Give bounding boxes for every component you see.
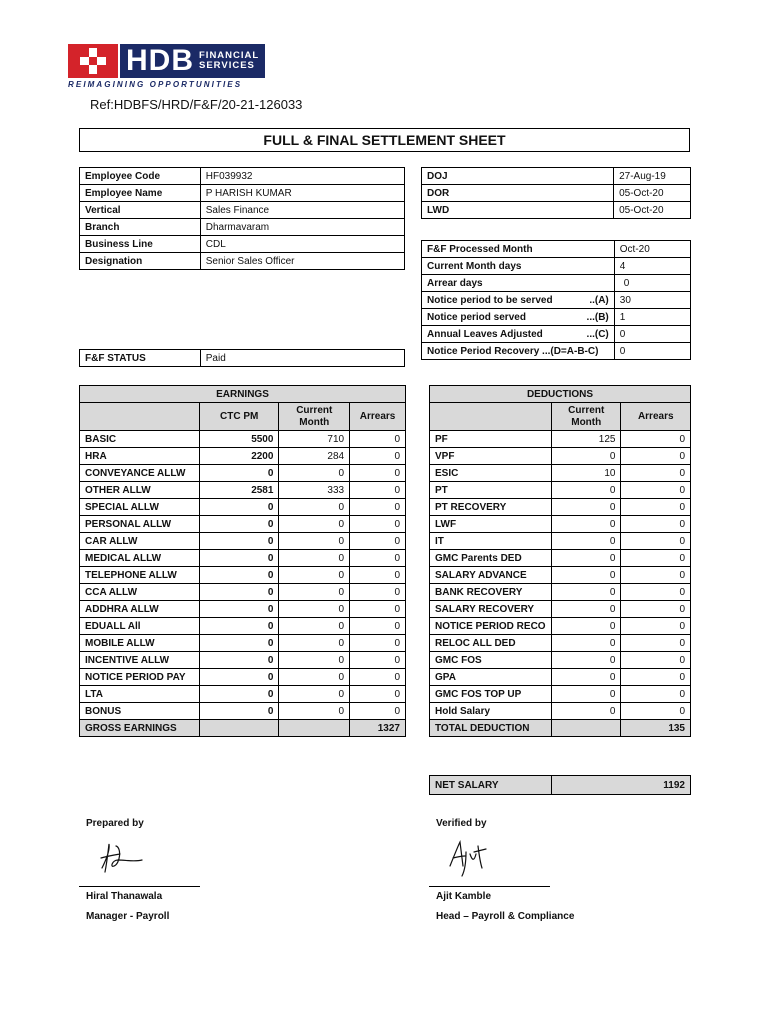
earnings-arrears: 0 [350, 635, 406, 652]
signature-hiral-icon [96, 838, 148, 878]
earnings-component: CAR ALLW [80, 533, 200, 550]
date-row [422, 168, 691, 185]
earnings-component: EDUALL All [80, 618, 200, 635]
earnings-component: CONVEYANCE ALLW [80, 465, 200, 482]
hdb-logo [68, 44, 273, 94]
ff-detail-value: 30 [614, 292, 690, 309]
earnings-ctc: 0 [199, 686, 279, 703]
ff-status-label: F&F STATUS [80, 350, 201, 367]
ff-detail-row [422, 326, 691, 343]
employee-detail-row [80, 185, 405, 202]
deduction-arrears: 0 [621, 686, 691, 703]
prepared-by-name: Hiral Thanawala [86, 891, 163, 902]
deductions-table [429, 385, 691, 737]
deductions-row [430, 618, 691, 635]
earnings-arrears: 0 [350, 686, 406, 703]
date-label: DOJ [422, 168, 614, 185]
deduction-component: GPA [430, 669, 552, 686]
ff-detail-value: 0 [614, 343, 690, 360]
earnings-arrears: 0 [350, 567, 406, 584]
ff-detail-label [422, 309, 615, 326]
earnings-arrears: 0 [350, 431, 406, 448]
deduction-component: LWF [430, 516, 552, 533]
earnings-current: 0 [279, 652, 350, 669]
earnings-arrears: 0 [350, 550, 406, 567]
earnings-current: 0 [279, 550, 350, 567]
deduction-current: 0 [551, 499, 621, 516]
deduction-arrears: 0 [621, 601, 691, 618]
date-row [422, 185, 691, 202]
earnings-current: 0 [279, 465, 350, 482]
earnings-ctc: 0 [199, 516, 279, 533]
earnings-row [80, 550, 406, 567]
earnings-ctc: 0 [199, 567, 279, 584]
earnings-current: 0 [279, 533, 350, 550]
earnings-arrears: 0 [350, 584, 406, 601]
earnings-row [80, 601, 406, 618]
reference-number: Ref:HDBFS/HRD/F&F/20-21-126033 [90, 97, 303, 112]
deduction-arrears: 0 [621, 652, 691, 669]
employee-detail-row [80, 253, 405, 270]
deduction-arrears: 0 [621, 567, 691, 584]
logo-tagline: REIMAGINING OPPORTUNITIES [68, 80, 243, 89]
earnings-component: PERSONAL ALLW [80, 516, 200, 533]
verified-by-name: Ajit Kamble [436, 891, 492, 902]
earnings-ctc: 0 [199, 499, 279, 516]
deduction-arrears: 0 [621, 618, 691, 635]
ff-detail-label-text: Annual Leaves Adjusted [427, 328, 543, 340]
earnings-current: 0 [279, 618, 350, 635]
employee-detail-value: CDL [200, 236, 404, 253]
gross-earnings-value: 1327 [350, 720, 406, 737]
deductions-header-arrears: Arrears [621, 403, 691, 431]
earnings-title: EARNINGS [80, 386, 406, 403]
earnings-table [79, 385, 406, 737]
ff-detail-row [422, 309, 691, 326]
earnings-current: 0 [279, 635, 350, 652]
deduction-current: 0 [551, 703, 621, 720]
earnings-arrears: 0 [350, 703, 406, 720]
earnings-current: 0 [279, 584, 350, 601]
deductions-row [430, 601, 691, 618]
ff-detail-value: 0 [614, 275, 690, 292]
deduction-component: PT [430, 482, 552, 499]
deduction-current: 0 [551, 635, 621, 652]
earnings-component: ADDHRA ALLW [80, 601, 200, 618]
ff-detail-row [422, 343, 691, 360]
deduction-component: IT [430, 533, 552, 550]
earnings-current: 0 [279, 516, 350, 533]
deduction-arrears: 0 [621, 550, 691, 567]
earnings-row [80, 448, 406, 465]
deductions-row [430, 448, 691, 465]
deduction-current: 10 [551, 465, 621, 482]
earnings-current: 0 [279, 686, 350, 703]
earnings-arrears: 0 [350, 448, 406, 465]
earnings-component: SPECIAL ALLW [80, 499, 200, 516]
deduction-arrears: 0 [621, 635, 691, 652]
earnings-component: INCENTIVE ALLW [80, 652, 200, 669]
deduction-component: BANK RECOVERY [430, 584, 552, 601]
deduction-arrears: 0 [621, 465, 691, 482]
deduction-component: GMC Parents DED [430, 550, 552, 567]
ff-detail-value: 4 [614, 258, 690, 275]
net-salary-row [430, 776, 691, 795]
earnings-arrears: 0 [350, 516, 406, 533]
deduction-current: 0 [551, 618, 621, 635]
ff-detail-value: Oct-20 [614, 241, 690, 258]
earnings-component: OTHER ALLW [80, 482, 200, 499]
earnings-row [80, 703, 406, 720]
date-value: 05-Oct-20 [614, 185, 691, 202]
ff-detail-label-text: F&F Processed Month [427, 243, 533, 255]
deductions-row [430, 652, 691, 669]
earnings-ctc: 0 [199, 703, 279, 720]
verified-by-label: Verified by [436, 818, 487, 829]
ff-detail-label-ref: ...(B) [586, 311, 609, 323]
ff-detail-label-text: Notice period to be served [427, 294, 553, 306]
deductions-header-current: Current Month [551, 403, 621, 431]
verified-by-role: Head – Payroll & Compliance [436, 911, 575, 922]
earnings-current: 333 [279, 482, 350, 499]
earnings-row [80, 482, 406, 499]
deduction-current: 0 [551, 550, 621, 567]
employee-detail-row [80, 219, 405, 236]
earnings-component: BASIC [80, 431, 200, 448]
earnings-component: CCA ALLW [80, 584, 200, 601]
total-deduction-label: TOTAL DEDUCTION [430, 720, 552, 737]
employee-detail-value: P HARISH KUMAR [200, 185, 404, 202]
date-label: DOR [422, 185, 614, 202]
deduction-component: NOTICE PERIOD RECO [430, 618, 552, 635]
deduction-arrears: 0 [621, 431, 691, 448]
deductions-row [430, 703, 691, 720]
earnings-row [80, 686, 406, 703]
ff-detail-row [422, 258, 691, 275]
deduction-current: 0 [551, 669, 621, 686]
ff-status-row [80, 350, 405, 367]
earnings-ctc: 0 [199, 533, 279, 550]
deduction-component: SALARY RECOVERY [430, 601, 552, 618]
logo-financial: FINANCIAL [199, 50, 260, 61]
earnings-component: LTA [80, 686, 200, 703]
earnings-arrears: 0 [350, 533, 406, 550]
deduction-arrears: 0 [621, 703, 691, 720]
deduction-current: 0 [551, 516, 621, 533]
ff-detail-row [422, 241, 691, 258]
deduction-arrears: 0 [621, 533, 691, 550]
ff-detail-value: 0 [614, 326, 690, 343]
employee-detail-value: Senior Sales Officer [200, 253, 404, 270]
deduction-component: RELOC ALL DED [430, 635, 552, 652]
prepared-by-role: Manager - Payroll [86, 911, 170, 922]
ff-detail-label [422, 258, 615, 275]
employee-detail-label: Designation [80, 253, 201, 270]
deductions-row [430, 431, 691, 448]
dates-table [421, 167, 691, 219]
deductions-row [430, 550, 691, 567]
ff-detail-label [422, 343, 615, 360]
ff-detail-value: 1 [614, 309, 690, 326]
deduction-arrears: 0 [621, 584, 691, 601]
earnings-row [80, 652, 406, 669]
earnings-component: BONUS [80, 703, 200, 720]
employee-details-table [79, 167, 405, 270]
earnings-header-arrears: Arrears [350, 403, 406, 431]
deductions-row [430, 567, 691, 584]
prepared-signature-line [79, 886, 200, 887]
deductions-row [430, 499, 691, 516]
logo-hdb-text: HDB [126, 44, 194, 77]
earnings-arrears: 0 [350, 465, 406, 482]
employee-detail-row [80, 236, 405, 253]
ff-status-table [79, 349, 405, 367]
ff-detail-label-text: Current Month days [427, 260, 522, 272]
earnings-row [80, 431, 406, 448]
net-salary-label: NET SALARY [430, 776, 552, 795]
verified-signature-line [429, 886, 550, 887]
earnings-ctc: 0 [199, 669, 279, 686]
earnings-arrears: 0 [350, 652, 406, 669]
deduction-component: PT RECOVERY [430, 499, 552, 516]
ff-detail-label [422, 275, 615, 292]
earnings-current: 0 [279, 567, 350, 584]
ff-detail-label-ref: ...(C) [586, 328, 609, 340]
earnings-ctc: 0 [199, 652, 279, 669]
earnings-current: 0 [279, 703, 350, 720]
earnings-component: MEDICAL ALLW [80, 550, 200, 567]
deduction-current: 0 [551, 482, 621, 499]
deduction-component: ESIC [430, 465, 552, 482]
hdb-logo-mark-icon [68, 44, 118, 78]
deduction-component: VPF [430, 448, 552, 465]
employee-detail-value: Dharmavaram [200, 219, 404, 236]
ff-detail-label [422, 292, 615, 309]
deduction-arrears: 0 [621, 482, 691, 499]
date-row [422, 202, 691, 219]
logo-brand [120, 44, 265, 78]
earnings-row [80, 618, 406, 635]
employee-detail-label: Business Line [80, 236, 201, 253]
deductions-row [430, 635, 691, 652]
ff-detail-label-ref: ..(A) [589, 294, 609, 306]
deduction-current: 0 [551, 533, 621, 550]
employee-detail-label: Branch [80, 219, 201, 236]
earnings-current: 0 [279, 601, 350, 618]
deduction-current: 0 [551, 652, 621, 669]
employee-detail-value: Sales Finance [200, 202, 404, 219]
deductions-row [430, 533, 691, 550]
earnings-ctc: 5500 [199, 431, 279, 448]
logo-services: SERVICES [199, 60, 255, 71]
date-value: 27-Aug-19 [614, 168, 691, 185]
deduction-current: 125 [551, 431, 621, 448]
earnings-row [80, 567, 406, 584]
earnings-arrears: 0 [350, 482, 406, 499]
employee-detail-label: Employee Name [80, 185, 201, 202]
earnings-arrears: 0 [350, 601, 406, 618]
deduction-arrears: 0 [621, 669, 691, 686]
prepared-by-label: Prepared by [86, 818, 144, 829]
earnings-component: NOTICE PERIOD PAY [80, 669, 200, 686]
net-salary-value: 1192 [551, 776, 690, 795]
earnings-ctc: 2581 [199, 482, 279, 499]
deduction-arrears: 0 [621, 499, 691, 516]
total-deduction-row [430, 720, 691, 737]
deduction-current: 0 [551, 686, 621, 703]
earnings-component: TELEPHONE ALLW [80, 567, 200, 584]
deductions-row [430, 686, 691, 703]
earnings-row [80, 499, 406, 516]
ff-detail-label-text: Notice Period Recovery ...(D=A-B-C) [427, 345, 599, 357]
employee-detail-label: Vertical [80, 202, 201, 219]
earnings-row [80, 465, 406, 482]
ff-detail-label-text: Arrear days [427, 277, 483, 289]
earnings-component: HRA [80, 448, 200, 465]
deduction-component: GMC FOS [430, 652, 552, 669]
earnings-row [80, 533, 406, 550]
deductions-row [430, 584, 691, 601]
date-label: LWD [422, 202, 614, 219]
ff-details-table [421, 240, 691, 360]
deduction-current: 0 [551, 448, 621, 465]
earnings-row [80, 635, 406, 652]
earnings-ctc: 0 [199, 584, 279, 601]
deduction-current: 0 [551, 601, 621, 618]
ff-status-value: Paid [200, 350, 404, 367]
employee-detail-value: HF039932 [200, 168, 404, 185]
page-title: FULL & FINAL SETTLEMENT SHEET [79, 128, 690, 152]
earnings-header-current: Current Month [279, 403, 350, 431]
earnings-ctc: 0 [199, 601, 279, 618]
date-value: 05-Oct-20 [614, 202, 691, 219]
deductions-row [430, 465, 691, 482]
earnings-ctc: 0 [199, 635, 279, 652]
earnings-row [80, 516, 406, 533]
net-salary-table [429, 775, 691, 795]
deduction-arrears: 0 [621, 448, 691, 465]
ff-detail-label-text: Notice period served [427, 311, 526, 323]
deductions-row [430, 669, 691, 686]
earnings-current: 0 [279, 499, 350, 516]
employee-detail-label: Employee Code [80, 168, 201, 185]
ff-detail-row [422, 292, 691, 309]
earnings-header-ctc: CTC PM [199, 403, 279, 431]
earnings-ctc: 0 [199, 618, 279, 635]
earnings-row [80, 584, 406, 601]
deductions-row [430, 516, 691, 533]
earnings-component: MOBILE ALLW [80, 635, 200, 652]
gross-earnings-label: GROSS EARNINGS [80, 720, 200, 737]
earnings-row [80, 669, 406, 686]
deductions-title: DEDUCTIONS [430, 386, 691, 403]
gross-earnings-row [80, 720, 406, 737]
employee-detail-row [80, 168, 405, 185]
deductions-row [430, 482, 691, 499]
employee-detail-row [80, 202, 405, 219]
earnings-current: 0 [279, 669, 350, 686]
ff-detail-label [422, 241, 615, 258]
earnings-arrears: 0 [350, 499, 406, 516]
earnings-arrears: 0 [350, 669, 406, 686]
deduction-component: PF [430, 431, 552, 448]
deduction-current: 0 [551, 584, 621, 601]
ff-detail-label [422, 326, 615, 343]
earnings-arrears: 0 [350, 618, 406, 635]
deduction-component: GMC FOS TOP UP [430, 686, 552, 703]
deduction-current: 0 [551, 567, 621, 584]
ff-detail-row [422, 275, 691, 292]
deduction-component: Hold Salary [430, 703, 552, 720]
earnings-current: 710 [279, 431, 350, 448]
earnings-current: 284 [279, 448, 350, 465]
earnings-ctc: 0 [199, 550, 279, 567]
total-deduction-value: 135 [621, 720, 691, 737]
deduction-component: SALARY ADVANCE [430, 567, 552, 584]
earnings-ctc: 0 [199, 465, 279, 482]
signature-ajit-icon [446, 836, 492, 880]
deduction-arrears: 0 [621, 516, 691, 533]
earnings-ctc: 2200 [199, 448, 279, 465]
